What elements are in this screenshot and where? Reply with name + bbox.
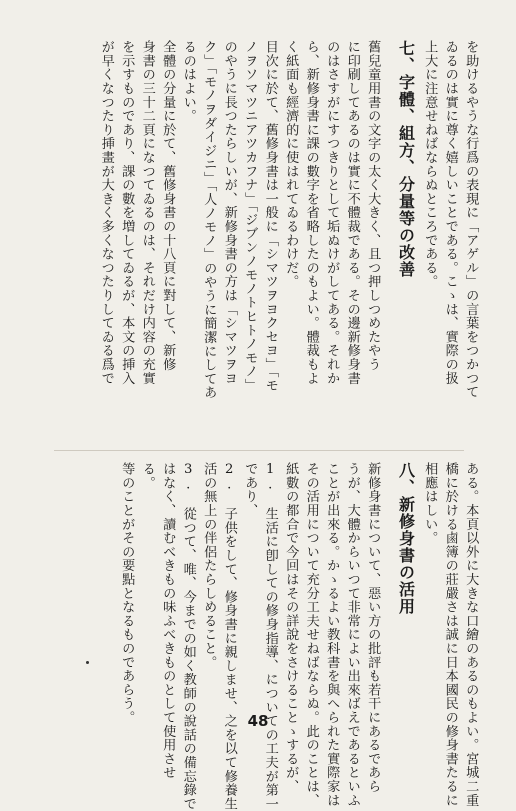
text-line: うが、大體からいつて非常によい出來ばえであるといふ [344,462,360,807]
text-line: 身書の三十二頁になつてゐるのは、それだけ内容の充實 [139,40,155,385]
text-line: ク」「モノヲダイジニ」「人ノモノ」のやうに簡潔にしてあ [201,40,217,400]
text-line: るのはよい。 [180,40,196,123]
text-line: を助けるやうな行爲の表現に「アゲル」の言葉をつかつて [463,40,479,399]
text-line: 新修身書について、惡い方の批評も若干にあるであら [365,462,381,794]
text-line: 全體の分量に於て、舊修身書の十八頁に對して、新修 [160,40,176,372]
text-line: 上大に注意せねばならぬところである。 [422,40,438,289]
text-line: を示すものであり、課の數を増してゐるが、本文の挿入 [119,40,135,385]
text-line: 目次に於て、舊修身書は一般に「シマツヲヨクセヨ」「モ [262,40,278,393]
text-line: はなく、讀むべきもの味ふべきものとして使用させ [160,462,176,780]
text-line: であり、 [242,462,258,518]
text-line: のはさすがにすつきりとして垢ぬけがしてある。それか [324,40,340,385]
section-divider [54,450,464,451]
text-line: ある。本頁以外に大きな口繪のあるのもよい。宮城二重 [463,462,479,807]
text-line: その活用について充分工夫せねばならぬ。此のことは、 [303,462,319,807]
text-line: 舊兒童用書の文字の太く大きく、且つ押しつめたやう [365,40,381,372]
text-line: 3. 從つて、唯、今までの如く教師の說話の備忘錄で [180,462,196,811]
page-number: 48 [247,712,269,730]
text-line: 等のことがその要點となるものであらう。 [119,462,135,725]
text-line: に印刷してあるのは實に不體裁である。その邊新修身書 [344,40,360,385]
text-line: ことが出來る。かゝるよい教科書を與へられた實際家は [324,462,340,807]
text-line: 橋に於ける鹵簿の莊嚴さは誠に日本國民の修身書たるに [442,462,458,807]
text-line: ゐるのは實に尊く嬉しいことである。こゝは、實際の扱 [442,40,458,385]
section-heading-7: 七、字體、組方、分量等の改善 [396,40,416,278]
text-line: 活の無上の伴侶たらしめること。 [201,462,217,669]
text-line: る。 [139,462,155,490]
text-line: ノヲソマツニアツカフナ」「ジブンノモノトヒトノモノ」 [242,40,258,393]
ink-speck [86,661,89,664]
text-line: 相應はしい。 [422,462,438,545]
text-line: 2. 子供をして、修身書に親しませ、之を以て修養生 [221,462,237,811]
text-line: 紙數の都合で今回はその詳說をさけることゝするが、 [283,462,299,794]
section-heading-8: 八、新修身書の活用 [396,462,416,615]
text-line: 1. 生活に卽しての修身指導、についての工夫が第一 [262,462,278,811]
text-line: のやうに長つたらしいが、新修身書の方は「シマツヲヨ [221,40,237,385]
text-line: が早くなつたり挿畫が大きく多くなつたりしてゐる爲で [98,40,114,385]
text-line: ら、新修身書に課の數字を省略したのもよい。體裁もよ [303,40,319,385]
text-line: く紙面も經濟的に使はれてゐるわけだ。 [283,40,299,289]
